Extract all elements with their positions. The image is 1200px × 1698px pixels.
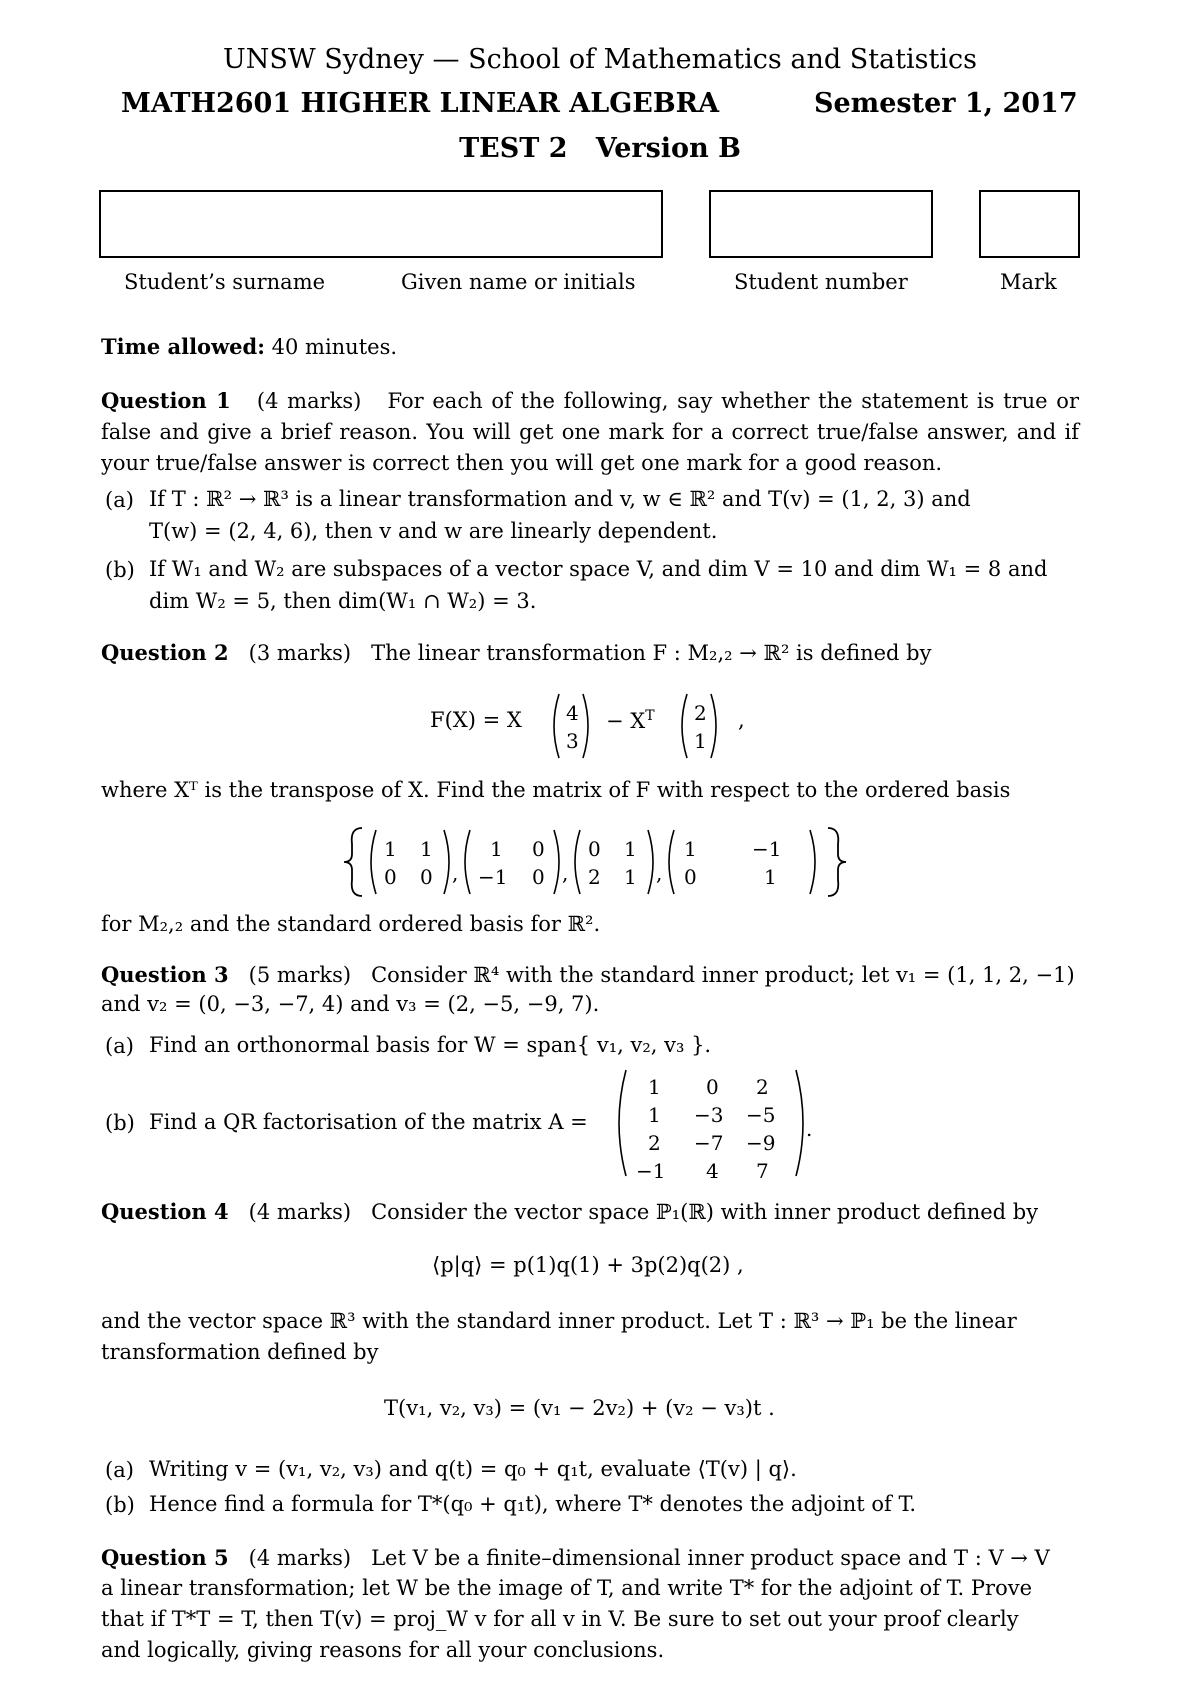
time-allowed-label: Time allowed: [101,334,265,359]
a-31: 2 [648,1131,661,1155]
time-allowed [101,334,397,359]
svg-text:,: , [656,861,663,885]
b4-11: 1 [684,837,697,861]
mark-box[interactable] [979,190,1080,258]
q4-intro: Consider the vector space ℙ₁(ℝ) with inner product defined by [371,1200,1039,1224]
q3b-tag: (b) [105,1111,135,1135]
q3a-text: Find an orthonormal basis for W = span{ v₁, v₂, v₃ }. [149,1033,712,1057]
q5-line3: that if T*T = T, then T(v) = proj_W v for all v in V. Be sure to set out your proof clearly [101,1607,1019,1631]
student-number-box[interactable] [709,190,933,258]
q4-inner-product-formula: ⟨p|q⟩ = p(1)q(1) + 3p(2)q(2) , [432,1253,744,1277]
b2-12: 0 [532,837,545,861]
b3-21: 2 [588,865,601,889]
b3-22: 1 [624,865,637,889]
basis-matrix-3 [575,830,653,894]
q1a-line1: If T : ℝ² → ℝ³ is a linear transformation and v, w ∈ ℝ² and T(v) = (1, 2, 3) and [149,487,971,511]
a-13: 2 [756,1075,769,1099]
b3-12: 1 [624,837,637,861]
b1-11: 1 [384,837,397,861]
a-32: −7 [694,1131,724,1155]
b1-12: 1 [420,837,433,861]
a-11: 1 [648,1075,661,1099]
b1-21: 0 [384,865,397,889]
q4b-text: Hence find a formula for T*(q₀ + q₁t), where T* denotes the adjoint of T. [149,1492,917,1516]
q3a-tag: (a) [105,1034,134,1058]
q2-formula-comma: , [738,708,745,732]
q2-basis-set [340,822,850,902]
a-21: 1 [648,1103,661,1127]
q2-vec2-bottom: 1 [694,729,707,753]
q1b-line1: If W₁ and W₂ are subspaces of a vector space V, and dim V = 10 and dim W₁ = 8 and [149,557,1048,581]
q1-marks: (4 marks) [256,389,362,413]
q4-text-line1: and the vector space ℝ³ with the standard inner product. Let T : ℝ³ → ℙ₁ be the linear [101,1309,1017,1333]
test-version: TEST 2 Version B [459,133,741,164]
b2-11: 1 [490,837,503,861]
q2-formula-lhs: F(X) = X [430,708,522,732]
q1b-line2: dim W₂ = 5, then dim(W₁ ∩ W₂) = 3. [149,589,537,613]
q1a-tag: (a) [105,488,134,512]
b4-12: −1 [752,837,782,861]
student-number-label: Student number [734,270,908,294]
q2-vec1-bottom: 3 [566,729,579,753]
q3-title: Question 3 [101,962,229,987]
q2-title: Question 2 [101,640,229,665]
time-allowed-value: 40 minutes. [264,335,398,359]
q4-transformation-formula: T(v₁, v₂, v₃) = (v₁ − 2v₂) + (v₂ − v₃)t . [384,1396,775,1420]
b4-22: 1 [764,865,777,889]
svg-text:,: , [562,861,569,885]
q2-vector-2 [675,690,725,762]
a-22: −3 [694,1103,724,1127]
q3-intro-line2: and v₂ = (0, −3, −7, 4) and v₃ = (2, −5, −9, 7). [101,992,600,1016]
q4a-text: Writing v = (v₁, v₂, v₃) and q(t) = q₀ + q₁t, evaluate ⟨T(v) | q⟩. [149,1457,797,1481]
q3-intro-line1: Consider ℝ⁴ with the standard inner product; let v₁ = (1, 1, 2, −1) [371,963,1075,987]
surname-given-box[interactable] [99,190,663,258]
question-1 [101,385,1079,479]
surname-label: Student’s surname [124,270,326,294]
question-3 [101,962,1075,987]
q3b-text: Find a QR factorisation of the matrix A = [149,1110,588,1134]
institution-heading: UNSW Sydney — School of Mathematics and Statistics [223,44,977,75]
a-42: 4 [706,1159,719,1183]
q5-title: Question 5 [101,1545,229,1570]
a-43: 7 [756,1159,769,1183]
q4b-tag: (b) [105,1493,135,1517]
q2-vec1-top: 4 [566,701,579,725]
semester-label: Semester 1, 2017 [814,88,1078,119]
q4-title: Question 4 [101,1199,229,1224]
a-23: −5 [746,1103,776,1127]
q1b-tag: (b) [105,558,135,582]
q2-for: for M₂,₂ and the standard ordered basis for ℝ². [101,912,601,936]
a-41: −1 [636,1159,666,1183]
course-title: MATH2601 HIGHER LINEAR ALGEBRA [121,88,720,119]
q2-vec2-top: 2 [694,701,707,725]
question-4 [101,1199,1038,1224]
q2-intro: The linear transformation F : M₂,₂ → ℝ² is defined by [371,641,932,665]
basis-matrix-2 [465,830,559,894]
given-name-label: Given name or initials [401,270,636,294]
q5-line2: a linear transformation; let W be the image of T, and write T* for the adjoint of T. Prove [101,1576,1033,1600]
svg-text:,: , [452,861,459,885]
q5-line1: Let V be a finite–dimensional inner product space and T : V → V [371,1546,1050,1570]
b3-11: 0 [588,837,601,861]
q1a-line2: T(w) = (2, 4, 6), then v and w are linearly dependent. [149,519,718,543]
q2-formula-mid [606,708,655,733]
a-33: −9 [746,1131,776,1155]
svg-text:.: . [806,1117,813,1141]
q2-vector-1 [547,690,597,762]
basis-matrix-4 [669,830,815,894]
q3-matrix-a [612,1066,813,1183]
b4-21: 0 [684,865,697,889]
q4-text-line2: transformation defined by [101,1340,379,1364]
q4-marks: (4 marks) [248,1200,352,1224]
q5-line4: and logically, giving reasons for all your conclusions. [101,1638,665,1662]
question-5 [101,1545,1050,1570]
q2-formula-sup: T [645,708,655,724]
basis-matrix-1 [371,830,449,894]
b1-22: 0 [420,865,433,889]
mark-label: Mark [1000,270,1057,294]
q3-marks: (5 marks) [248,963,352,987]
a-12: 0 [706,1075,719,1099]
q2-marks: (3 marks) [248,641,352,665]
q5-marks: (4 marks) [248,1546,352,1570]
q4a-tag: (a) [105,1458,134,1482]
b2-21: −1 [478,865,508,889]
b2-22: 0 [532,865,545,889]
q2-where: where Xᵀ is the transpose of X. Find the matrix of F with respect to the ordered basis [101,778,1011,802]
q1-title: Question 1 [101,388,231,413]
question-2 [101,640,931,665]
q1-intro: For each of the following, say whether the statement is true or false and give a brief reason. You will get one mark for a correct true/false answer, and if your true/false answer is correct then you will get one mark for a good reason. [101,389,1079,475]
q2-formula-minus-x: − X [606,709,646,733]
